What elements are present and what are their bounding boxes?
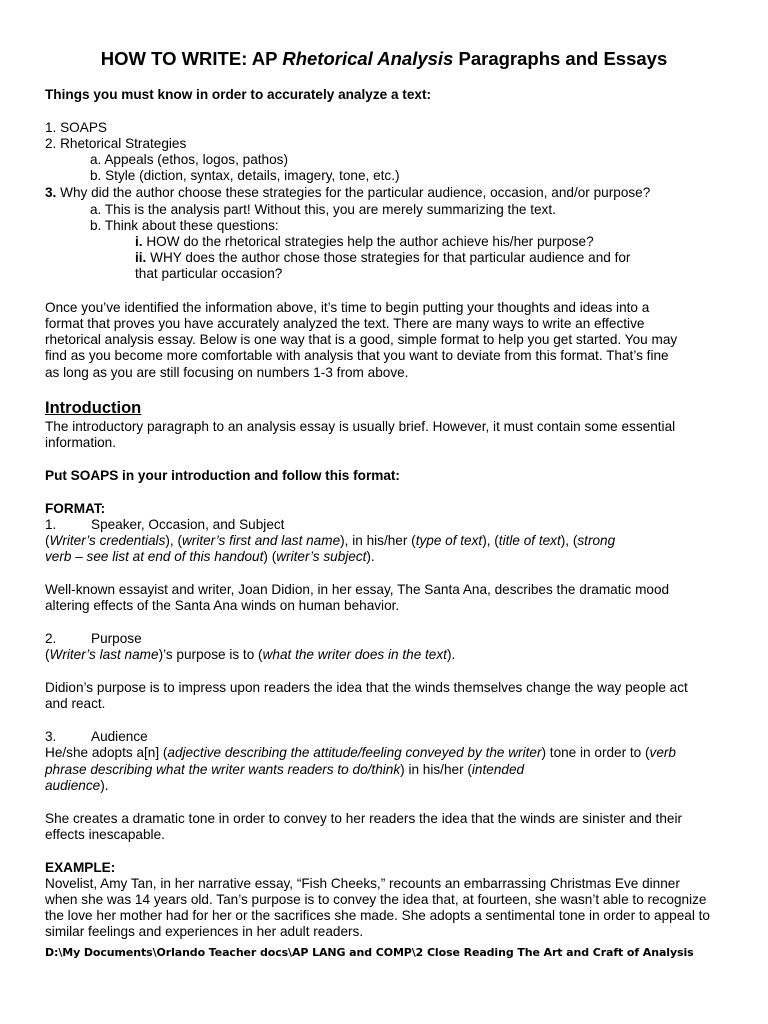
step-2-example-line: and react. xyxy=(45,696,106,711)
step-1-template-line-1: (Writer’s credentials), (writer’s first and last name), in his/her (type of text), (title of text), (strong xyxy=(45,533,616,548)
step-2-heading xyxy=(45,631,142,647)
list-item-3 xyxy=(45,185,650,201)
step-1-example-line: Well-known essayist and writer, Joan Didion, in her essay, The Santa Ana, describes the dramatic mood xyxy=(45,582,670,597)
example-para-line: similar feelings and experiences in her adult readers. xyxy=(45,924,364,939)
step-3-template-line-1: He/she adopts a[n] (adjective describing the attitude/feeling conveyed by the writer) tone in order to (verb xyxy=(45,745,676,760)
step-1-label: Speaker, Occasion, and Subject xyxy=(91,517,285,532)
step-2-example-line: Didion’s purpose is to impress upon readers the idea that the winds themselves change the way people act xyxy=(45,680,688,695)
para1-line: format that proves you have accurately analyzed the text. There are many ways to write an effective xyxy=(45,316,645,331)
list-item-3b: b. Think about these questions: xyxy=(90,218,279,233)
step-3-number: 3. xyxy=(45,729,57,744)
list-item-3-text: Why did the author choose these strategies for the particular audience, occasion, and/or purpose? xyxy=(56,185,651,200)
step-2-label: Purpose xyxy=(91,631,142,646)
step-3-label: Audience xyxy=(91,729,148,744)
question-1-number: i. xyxy=(135,234,143,249)
step-1-template-line-2: verb – see list at end of this handout) (writer’s subject). xyxy=(45,549,375,564)
things-heading: Things you must know in order to accurately analyze a text: xyxy=(45,87,432,102)
para1-line: Once you’ve identified the information above, it’s time to begin putting your thoughts and ideas into a xyxy=(45,300,650,315)
list-item-1: 1. SOAPS xyxy=(45,120,107,135)
page-title xyxy=(0,48,768,70)
question-2-continued: that particular occasion? xyxy=(135,266,283,281)
footer-file-path: D:\My Documents\Orlando Teacher docs\AP LANG and COMP\2 Close Reading The Art and Craft of Analysis xyxy=(45,946,694,959)
step-1-number: 1. xyxy=(45,517,57,532)
step-3-heading xyxy=(45,729,148,745)
step-3-example-line: effects inescapable. xyxy=(45,827,165,842)
title-suffix: Paragraphs and Essays xyxy=(453,48,668,69)
title-prefix: HOW TO WRITE: AP xyxy=(100,48,283,69)
list-item-3a: a. This is the analysis part! Without this, you are merely summarizing the text. xyxy=(90,202,556,217)
step-2-template: (Writer’s last name)’s purpose is to (what the writer does in the text). xyxy=(45,647,456,662)
question-2-number: ii. xyxy=(135,250,147,265)
para1-line: find as you become more comfortable with analysis that you want to deviate from this format. That’s fine xyxy=(45,348,669,363)
format-label: FORMAT: xyxy=(45,501,106,516)
list-item-2b: b. Style (diction, syntax, details, imagery, tone, etc.) xyxy=(90,168,400,183)
list-item-3-number: 3. xyxy=(45,185,57,200)
step-1-example-line: altering effects of the Santa Ana winds on human behavior. xyxy=(45,598,400,613)
list-item-2: 2. Rhetorical Strategies xyxy=(45,136,187,151)
para1-line: rhetorical analysis essay. Below is one way that is a good, simple format to help you get started. You may xyxy=(45,332,678,347)
step-2-number: 2. xyxy=(45,631,57,646)
para1-line: as long as you are still focusing on numbers 1-3 from above. xyxy=(45,365,409,380)
step-3-example-line: She creates a dramatic tone in order to convey to her readers the idea that the winds are sinister and their xyxy=(45,811,682,826)
example-label: EXAMPLE: xyxy=(45,860,116,875)
question-2-text: WHY does the author chose those strategies for that particular audience and for xyxy=(146,250,631,265)
example-para-line: when she was 14 years old. Tan’s purpose is to convey the idea that, at fourteen, she wasn’t able to recognize xyxy=(45,892,707,907)
question-2 xyxy=(135,250,630,266)
step-3-template-line-3: audience). xyxy=(45,778,109,793)
question-1 xyxy=(135,234,594,250)
list-item-2a: a. Appeals (ethos, logos, pathos) xyxy=(90,152,288,167)
title-italic: Rhetorical Analysis xyxy=(282,48,454,69)
question-1-text: HOW do the rhetorical strategies help the author achieve his/her purpose? xyxy=(142,234,594,249)
soaps-instruction: Put SOAPS in your introduction and follow this format: xyxy=(45,468,400,483)
step-3-template-line-2: phrase describing what the writer wants readers to do/think) in his/her (intended xyxy=(45,762,525,777)
introduction-heading: Introduction xyxy=(45,399,142,417)
example-para-line: the love her mother had for her or the sacrifices she made. She adopts a sentimental tone in order to appeal to xyxy=(45,908,710,923)
step-1-heading xyxy=(45,517,284,533)
intro-para-line: information. xyxy=(45,435,117,450)
intro-para-line: The introductory paragraph to an analysis essay is usually brief. However, it must contain some essential xyxy=(45,419,676,434)
example-para-line: Novelist, Amy Tan, in her narrative essay, “Fish Cheeks,” recounts an embarrassing Christmas Eve dinner xyxy=(45,876,680,891)
